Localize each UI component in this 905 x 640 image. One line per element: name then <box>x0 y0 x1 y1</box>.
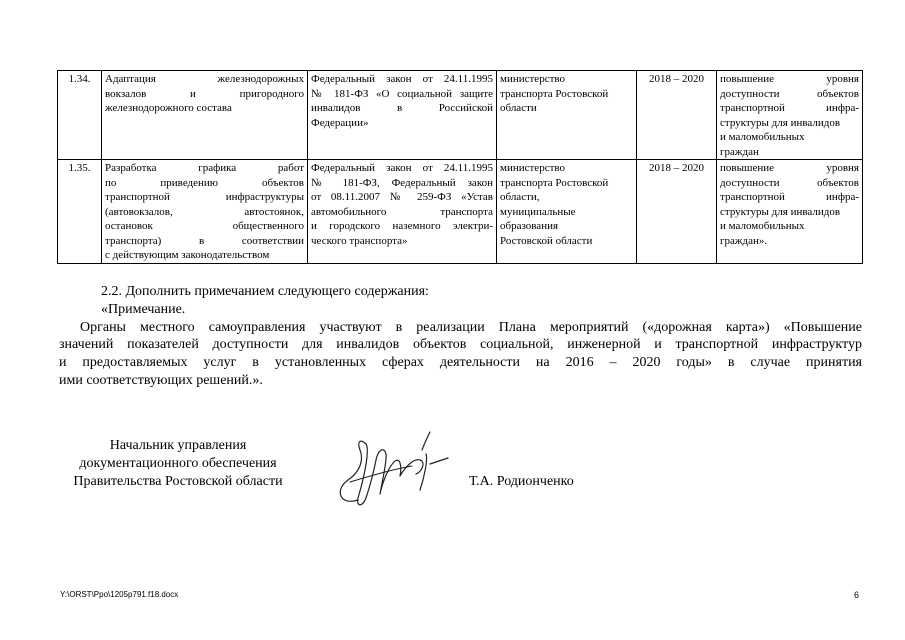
row-number: 1.35. <box>58 160 102 264</box>
handwritten-signature-icon <box>330 420 450 515</box>
table-row <box>58 71 863 160</box>
legal-basis-cell: Федеральный закон от 24.11.1995 № 181-ФЗ, Федеральный закон от 08.11.2007 № 259-ФЗ «Устав автомобильного транспорта и городского наземного электри- ческого транспорта» <box>308 160 497 264</box>
note-line: ими соответствующих решений.». <box>59 372 263 388</box>
file-path: Y:\ORST\Ppo\1205p791.f18.docx <box>60 590 179 599</box>
plan-table <box>57 70 863 264</box>
position-line: Начальник управления <box>109 438 247 453</box>
executor-cell: министерство транспорта Ростовской области, муниципальные образования Ростовской области <box>497 160 637 264</box>
note-line: и предоставляемых услуг в установленных сферах деятельности на 2016 – 2020 годы» в случае принятия <box>59 355 862 371</box>
signatory-position <box>58 437 298 490</box>
activity-cell: Адаптация железнодорожных вокзалов и пригородного железнодорожного состава <box>102 71 308 160</box>
table-row <box>58 160 863 264</box>
term-cell: 2018 – 2020 <box>637 71 717 160</box>
note-line: Органы местного самоуправления участвуют в реализации Плана мероприятий («дорожная карта») «Повышение <box>80 319 862 335</box>
amendment-text <box>59 283 862 390</box>
note-line: значений показателей доступности для инвалидов объектов социальной, инженерной и транспортной инфраструктур <box>59 337 862 353</box>
position-line: документационного обеспечения <box>79 455 277 471</box>
signatory-name: Т.А. Родионченко <box>469 474 574 489</box>
note-title: «Примечание. <box>101 301 186 317</box>
result-cell: повышение уровня доступности объектов транспортной инфра- структуры для инвалидов и маломобильных граждан <box>717 71 863 160</box>
row-number: 1.34. <box>58 71 102 160</box>
amendment-heading: 2.2. Дополнить примечанием следующего содержания: <box>101 284 429 299</box>
page-number: 6 <box>854 590 860 600</box>
activity-cell: Разработка графика работ по приведению объектов транспортной инфраструктуры (автовокзалов, автостоянок, остановок общественного транспорта) в соответствии с действующим законодательством <box>102 160 308 264</box>
executor-cell: министерство транспорта Ростовской области <box>497 71 637 160</box>
result-cell: повышение уровня доступности объектов транспортной инфра- структуры для инвалидов и маломобильных граждан». <box>717 160 863 264</box>
legal-basis-cell: Федеральный закон от 24.11.1995 № 181-ФЗ «О социальной защите инвалидов в Российской Федерации» <box>308 71 497 160</box>
term-cell: 2018 – 2020 <box>637 160 717 264</box>
position-line: Правительства Ростовской области <box>73 473 283 489</box>
